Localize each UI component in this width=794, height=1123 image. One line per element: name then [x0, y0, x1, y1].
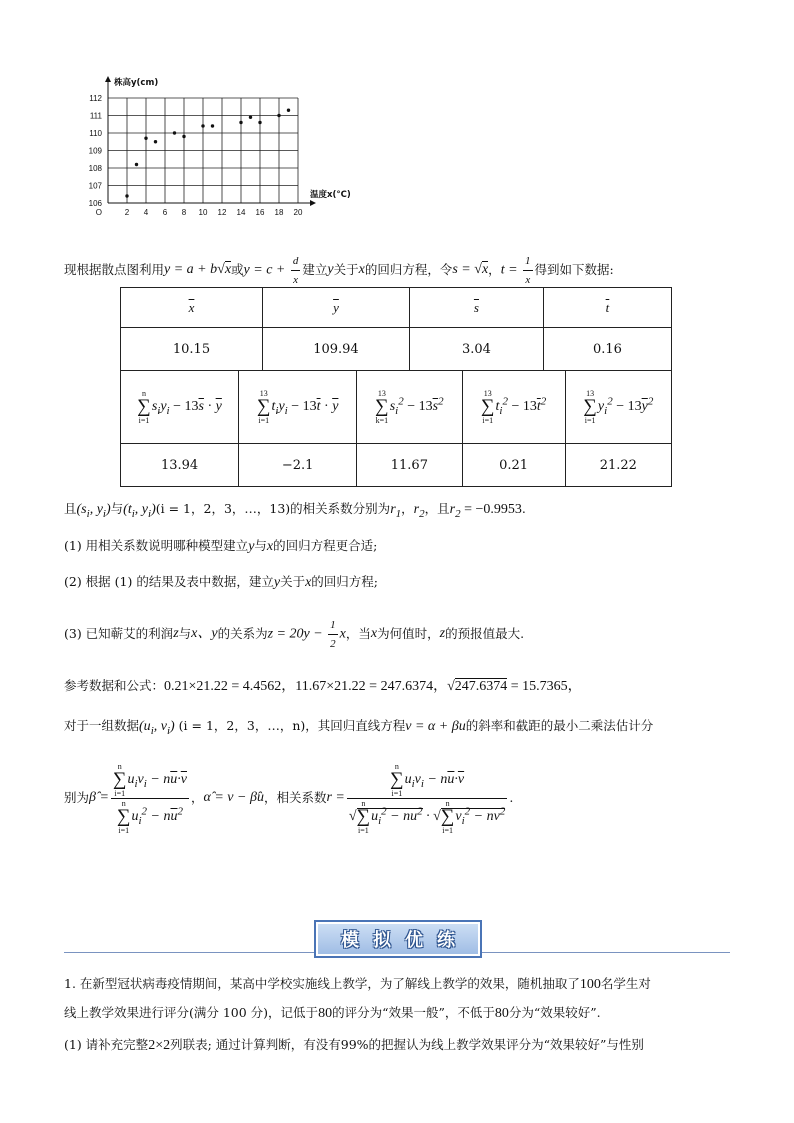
value-y-bar: 109.94 — [262, 328, 409, 371]
origin-label: O — [95, 208, 102, 217]
data-point-12 — [277, 114, 280, 117]
value-x-bar: 10.15 — [121, 328, 263, 371]
t-def: t = $\frac{1}{x}$ — [501, 252, 535, 289]
intro-text-3: 关于 — [333, 262, 359, 277]
y-tick-label-112: 112 — [89, 94, 102, 103]
s-def: s = √x — [452, 262, 489, 277]
intro-line — [64, 253, 614, 287]
reference-line-1: 参考数据和公式：0.21×21.22 = 4.4562，11.67×21.22 = 247.6374，√247.6374 = 15.7365， — [64, 678, 582, 694]
beta-hat-formula: β̂ = n ∑ i=1 $u_iv_i - n\overline{u}\cdot\overline{v}$ n ∑ i=1 $u_i^2 - n\overline{u}^2$ — [89, 761, 187, 835]
intro-text-5: 得到如下数据: — [534, 262, 614, 277]
data-point-3 — [144, 137, 147, 140]
sum-header-ss: 13 ∑ k=1 $s_i^2 - 13\overline{s}^2$ — [357, 371, 462, 444]
x-tick-label-12: 12 — [217, 208, 227, 217]
reference-line-2: 对于一组数据($u_i$, $v_i$) (i = 1，2，3，…，n)，其回归直线方程v = α + βu的斜率和截距的最小二乘法估计分 — [64, 718, 654, 737]
x-tick-label-20: 20 — [293, 208, 303, 217]
y-tick-label-110: 110 — [89, 129, 102, 138]
model-1: y = a + b√x — [164, 262, 232, 277]
problem-1-line-2: 线上教学效果进行评分(满分 100 分)，记低于80的评分为“效果一般”，不低于80分为“效果较好”. — [64, 1005, 601, 1021]
data-point-13 — [287, 109, 290, 112]
intro-comma: ， — [488, 262, 501, 277]
y-tick-label-109: 109 — [88, 146, 102, 156]
question-3: (3) 已知蕲艾的利润 z 与 x、y 的关系为 z = 20y − $\frac{1}{2}$ x ，当 x 为何值时， z 的预报值最大. — [64, 616, 524, 652]
banner-title: 模拟优练 — [341, 930, 469, 951]
var-y: y — [327, 262, 334, 277]
value-t-bar: 0.16 — [543, 328, 671, 371]
y-axis-label: 株高y(cm) — [114, 78, 159, 88]
problem-1-line-3: (1) 请补充完整2×2列联表; 通过计算判断，有没有99%的把握认为线上教学效果评分为“效果较好”与性别 — [64, 1037, 644, 1053]
question-1: (1) 用相关系数说明哪种模型建立y与x的回归方程更合适; — [64, 538, 378, 554]
intro-text-4: 的回归方程，令 — [364, 262, 453, 277]
model-2: y = c + $\frac{d}{x}$ — [244, 252, 303, 289]
data-point-7 — [201, 124, 204, 127]
scatter-chart — [70, 72, 370, 222]
y-tick-label-107: 107 — [88, 181, 102, 191]
sum-header-tt: 13 ∑ i=1 $t_i^2 - 13\overline{t}^2$ — [462, 371, 565, 444]
x-axis-label: 温度x(°C) — [310, 190, 351, 200]
y-tick-label-111: 111 — [89, 111, 102, 121]
data-point-9 — [239, 121, 242, 124]
chart-points — [125, 109, 290, 198]
x-tick-label-8: 8 — [181, 208, 187, 217]
x-tick-label-16: 16 — [255, 208, 265, 217]
data-point-11 — [258, 121, 261, 124]
chart-axes — [105, 76, 316, 206]
problem-1-line-1: 1. 在新型冠状病毒疫情期间，某高中学校实施线上教学，为了解线上教学的效果，随机抽取了100名学生对 — [64, 976, 651, 992]
sum-header-sy: n ∑ i=1 $s_iy_i - 13\overline{s} \cdot \overline{y}$ — [121, 371, 239, 444]
sum-value-yy: 21.22 — [565, 444, 671, 487]
data-point-1 — [125, 194, 128, 197]
correlation-line: 且($s_i$, $y_i$)与($t_i$, $y_i)(i = 1$，2，3，…，13)的相关系数分别为$r_1$，$r_2$，且$r_2 = -0.9953$. — [64, 501, 526, 520]
x-tick-label-18: 18 — [274, 208, 284, 217]
x-tick-label-14: 14 — [236, 208, 246, 217]
header-s-bar: $\overline{s}$ — [409, 288, 543, 328]
sum-value-tt: 0.21 — [462, 444, 565, 487]
x-tick-label-10: 10 — [198, 208, 208, 217]
x-tick-label-4: 4 — [143, 208, 149, 217]
value-s-bar: 3.04 — [409, 328, 543, 371]
alpha-hat-formula: α̂ = v − β̂u — [203, 790, 264, 805]
intro-or: 或 — [231, 262, 244, 277]
chart-grid — [108, 98, 298, 203]
data-point-6 — [182, 135, 185, 138]
data-point-10 — [249, 116, 252, 119]
x-axis-arrow-icon — [310, 200, 316, 206]
question-2: (2) 根据 (1) 的结果及表中数据，建立y关于x的回归方程; — [64, 574, 379, 590]
header-y-bar: $\overline{y}$ — [262, 288, 409, 328]
sum-value-ss: 11.67 — [357, 444, 462, 487]
sum-header-ty: 13 ∑ i=1 $t_iy_i - 13\overline{t} \cdot \overline{y}$ — [239, 371, 357, 444]
y-tick-label-106: 106 — [88, 199, 102, 208]
intro-text-2: 建立 — [302, 262, 328, 277]
x-tick-label-6: 6 — [162, 208, 168, 217]
sum-value-sy: 13.94 — [121, 444, 239, 487]
correlation-formula: r = n ∑ i=1 $u_iv_i - n\overline{u}\cdot\overline{v}$ √ n ∑ i=1 $u_i^2 - n\overline{u}^2$ · √ n ∑ i=1 $v_i^2 - n\overline{v}^2$ — [326, 761, 506, 835]
data-point-5 — [173, 131, 176, 134]
header-x-bar: $\overline{x}$ — [121, 288, 263, 328]
y-axis-arrow-icon — [105, 76, 111, 82]
data-table-top — [120, 287, 672, 371]
data-point-4 — [154, 140, 157, 143]
practice-banner — [314, 920, 482, 958]
sum-header-yy: 13 ∑ i=1 $y_i^2 - 13\overline{y}^2$ — [565, 371, 671, 444]
var-x: x — [358, 262, 365, 277]
formula-line: 别为 β̂ = n ∑ i=1 $u_iv_i - n\overline{u}\cdot\overline{v}$ n ∑ i=1 $u_i^2 - n\overline{u}^2$ ， α̂ = v − β̂u ，相关系数 r = n ∑ i=1 $u_iv_i - n\overline{u}\cdot\overline{v}$ √ n ∑ i=1 $u_i^2 - n\overline{u}^2$ · √ n ∑ i=1 $v_i^2 - n\overline{v}^2$ . — [64, 761, 514, 835]
header-t-bar: $\overline{t}$ — [543, 288, 671, 328]
x-tick-label-2: 2 — [124, 208, 130, 217]
intro-text-1: 现根据散点图利用 — [64, 262, 165, 277]
data-point-2 — [135, 163, 138, 166]
sum-value-ty: −2.1 — [239, 444, 357, 487]
data-table-bottom — [120, 370, 672, 487]
y-tick-label-108: 108 — [88, 164, 102, 173]
data-point-8 — [211, 124, 214, 127]
